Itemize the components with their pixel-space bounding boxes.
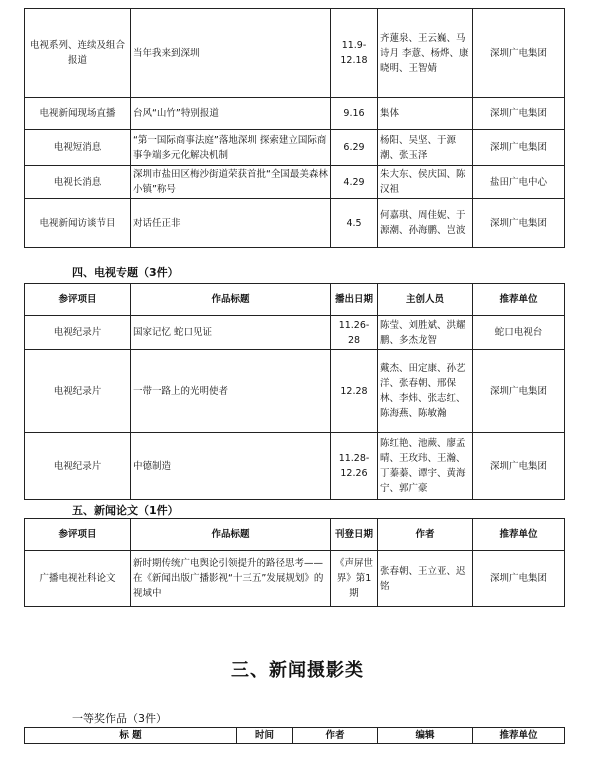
table-row	[25, 199, 565, 248]
date-cell: 11.26-28	[331, 316, 378, 350]
section-heading-tv-feature: 四、电视专题（3件）	[72, 266, 179, 279]
title-cell: 对话任正非	[131, 199, 331, 248]
date-cell: 11.9-12.18	[331, 9, 378, 98]
unit-cell: 深圳广电集团	[473, 98, 565, 130]
header-creators: 作者	[378, 519, 473, 551]
table-row	[25, 130, 565, 166]
table-row	[25, 551, 565, 607]
creators-cell: 朱大东、侯庆国、陈汉祖	[378, 166, 473, 199]
unit-cell: 深圳广电集团	[473, 433, 565, 500]
title-cell: 深圳市盐田区梅沙街道荣获首批“全国最美森林小镇”称号	[131, 166, 331, 199]
header-time: 时间	[237, 728, 293, 744]
creators-cell: 齐蓮泉、王云巍、马诗月 李薏、杨烨、康晓明、王智婧	[378, 9, 473, 98]
date-cell: 11.28-12.26	[331, 433, 378, 500]
header-category: 参评项目	[25, 284, 131, 316]
header-category: 参评项目	[25, 519, 131, 551]
creators-cell: 何嘉琪、周佳妮、于源潮、孙海鹏、岂波	[378, 199, 473, 248]
date-cell: 9.16	[331, 98, 378, 130]
table-row	[25, 9, 565, 98]
title-cell: “第一国际商事法庭”落地深圳 探索建立国际商事争端多元化解决机制	[131, 130, 331, 166]
creators-cell: 陈红艳、池蕨、廖孟晴、王玫玮、王瀚、丁蓁蓁、谭宇、黄海宁、郭广豪	[378, 433, 473, 500]
section-heading-news-paper: 五、新闻论文（1件）	[72, 504, 179, 517]
creators-cell: 戴杰、田定康、孙艺洋、张春朝、邢保林、李炜、张志红、陈海燕、陈敏瀚	[378, 350, 473, 433]
header-unit: 推荐单位	[473, 284, 565, 316]
category-cell: 电视纪录片	[25, 350, 131, 433]
header-date: 刊登日期	[331, 519, 378, 551]
title-cell: 国家记忆 蛇口见证	[131, 316, 331, 350]
header-creators: 主创人员	[378, 284, 473, 316]
header-unit: 推荐单位	[473, 728, 565, 744]
unit-cell: 深圳广电集团	[473, 199, 565, 248]
header-title: 作品标题	[131, 284, 331, 316]
header-date: 播出日期	[331, 284, 378, 316]
title-cell: 一带一路上的光明使者	[131, 350, 331, 433]
table-row	[25, 166, 565, 199]
news-paper-table	[24, 518, 565, 607]
category-title-news-photography: 三、新闻摄影类	[231, 660, 364, 681]
header-editor: 编辑	[378, 728, 473, 744]
top-awards-table	[24, 8, 565, 248]
date-cell: 4.5	[331, 199, 378, 248]
unit-cell: 深圳广电集团	[473, 551, 565, 607]
first-prize-subheading: 一等奖作品（3件）	[72, 712, 167, 725]
category-cell: 电视长消息	[25, 166, 131, 199]
category-cell: 电视短消息	[25, 130, 131, 166]
date-cell: 《声屏世界》第1期	[331, 551, 378, 607]
category-cell: 电视系列、连续及组合报道	[25, 9, 131, 98]
unit-cell: 蛇口电视台	[473, 316, 565, 350]
unit-cell: 深圳广电集团	[473, 350, 565, 433]
tv-feature-table	[24, 283, 565, 500]
table-row	[25, 433, 565, 500]
table-header-row	[25, 284, 565, 316]
creators-cell: 陈莹、刘胜斌、洪耀鹏、多杰龙智	[378, 316, 473, 350]
unit-cell: 深圳广电集团	[473, 9, 565, 98]
table-header-row	[25, 519, 565, 551]
header-title: 作品标题	[131, 519, 331, 551]
title-cell: 新时期传统广电舆论引领提升的路径思考——在《新闻出版广播影视“十三五”发展规划》的视域中	[131, 551, 331, 607]
header-author: 作者	[293, 728, 378, 744]
table-header-row	[25, 728, 565, 744]
title-cell: 当年我来到深圳	[131, 9, 331, 98]
creators-cell: 杨阳、吴坚、于源潮、张玉泽	[378, 130, 473, 166]
category-cell: 电视新闻现场直播	[25, 98, 131, 130]
date-cell: 12.28	[331, 350, 378, 433]
table-row	[25, 350, 565, 433]
title-cell: 中德制造	[131, 433, 331, 500]
category-cell: 电视纪录片	[25, 433, 131, 500]
photography-table	[24, 727, 565, 744]
date-cell: 4.29	[331, 166, 378, 199]
date-cell: 6.29	[331, 130, 378, 166]
table-row	[25, 316, 565, 350]
creators-cell: 集体	[378, 98, 473, 130]
header-unit: 推荐单位	[473, 519, 565, 551]
title-cell: 台风“山竹”特别报道	[131, 98, 331, 130]
category-cell: 电视纪录片	[25, 316, 131, 350]
table-row	[25, 98, 565, 130]
category-cell: 电视新闻访谈节目	[25, 199, 131, 248]
unit-cell: 盐田广电中心	[473, 166, 565, 199]
creators-cell: 张春朝、王立亚、迟铭	[378, 551, 473, 607]
unit-cell: 深圳广电集团	[473, 130, 565, 166]
header-title: 标 题	[25, 728, 237, 744]
category-cell: 广播电视社科论文	[25, 551, 131, 607]
